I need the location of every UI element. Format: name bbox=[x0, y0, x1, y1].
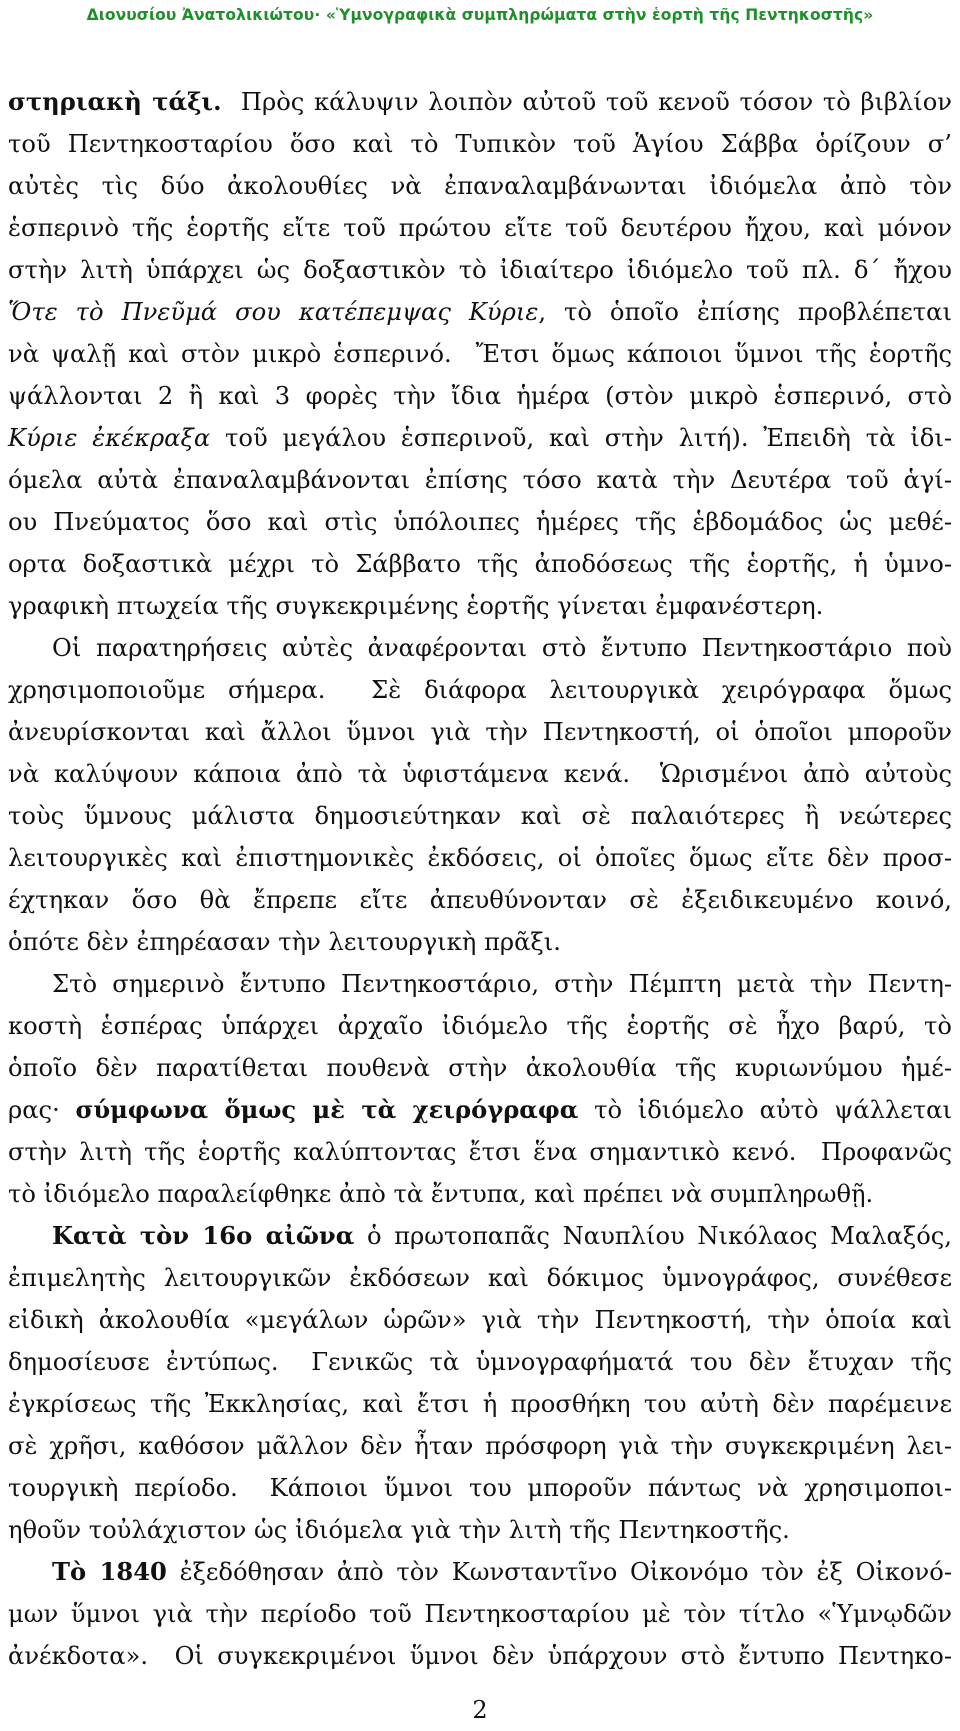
text-line bbox=[8, 376, 952, 416]
text-line bbox=[8, 670, 952, 710]
bold-text: στηριακὴ τάξι. bbox=[8, 87, 222, 116]
text-run: ἑσπερινὸ τῆς ἑορτῆς εἴτε τοῦ πρώτου εἴτε τοῦ δευτέρου ἤχου, καὶ μόνον bbox=[8, 214, 952, 242]
text-run: τοῦ Πεντηκοσταρίου ὅσο καὶ τὸ Τυπικὸν τοῦ Ἁγίου Σάββα ὁρίζουν σ’ bbox=[8, 130, 952, 158]
text-line bbox=[8, 124, 952, 164]
text-run: ὁ πρωτοπαπᾶς Ναυπλίου Νικόλαος Μαλαξός, bbox=[354, 1222, 952, 1250]
text-line bbox=[8, 880, 952, 920]
text-run: έχτηκαν ὅσο θὰ ἔπρεπε εἴτε ἀπευθύνονταν σὲ ἐξειδικευμένο κοινό, bbox=[8, 886, 952, 914]
page-number: 2 bbox=[472, 1696, 488, 1724]
text-run: ἀνέκδοτα». Οἱ συγκεκριμένοι ὕμνοι δὲν ὑπάρχουν στὸ ἔντυπο Πεντηκο- bbox=[8, 1642, 952, 1670]
text-line bbox=[8, 712, 952, 752]
text-line bbox=[8, 82, 952, 122]
text-line bbox=[8, 1258, 952, 1298]
text-run: λειτουργικὲς καὶ ἐπιστημονικὲς ἐκδόσεις, οἱ ὁποῖες ὅμως εἴτε δὲν προσ- bbox=[8, 844, 952, 872]
text-run: τὸ ἰδιόμελο παραλείφθηκε ἀπὸ τὰ ἔντυπα, καὶ πρέπει νὰ συμπληρωθῇ. bbox=[8, 1180, 874, 1208]
text-run: τοὺς ὕμνους μάλιστα δημοσιεύτηκαν καὶ σὲ παλαιότερες ἢ νεώτερες bbox=[8, 802, 952, 830]
text-run: αὐτὲς τὶς δύο ἀκολουθίες νὰ ἐπαναλαμβάνωνται ἰδιόμελα ἀπὸ τὸν bbox=[8, 172, 952, 200]
text-line bbox=[8, 166, 952, 206]
text-line bbox=[8, 1384, 952, 1424]
text-line bbox=[8, 1636, 952, 1676]
text-run: όμελα αὐτὰ ἐπαναλαμβάνονται ἐπίσης τόσο κατὰ τὴν Δευτέρα τοῦ ἁγί- bbox=[8, 466, 952, 494]
text-run: νὰ καλύψουν κάποια ἀπὸ τὰ ὑφιστάμενα κενά. Ὡρισμένοι ἀπὸ αὐτοὺς bbox=[8, 760, 952, 788]
text-run: ὁπότε δὲν ἐπηρέασαν τὴν λειτουργικὴ πρᾶξι. bbox=[8, 928, 561, 956]
text-run: κοστὴ ἑσπέρας ὑπάρχει ἀρχαῖο ἰδιόμελο τῆς ἑορτῆς σὲ ἦχο βαρύ, τὸ bbox=[8, 1012, 952, 1040]
text-run: τὸ ἰδιόμελο αὐτὸ ψάλλεται bbox=[578, 1096, 952, 1124]
text-line bbox=[8, 922, 952, 962]
text-run: , τὸ ὁποῖο ἐπίσης προβλέπεται bbox=[538, 298, 953, 326]
text-run: ἐξεδόθησαν ἀπὸ τὸν Κωνσταντῖνο Οἰκονόμο τὸν ἐξ Οἰκονό- bbox=[166, 1558, 952, 1586]
text-run: εἰδικὴ ἀκολουθία «μεγάλων ὡρῶν» γιὰ τὴν Πεντηκοστή, τὴν ὁποία καὶ bbox=[8, 1306, 952, 1334]
text-run: ου Πνεύματος ὅσο καὶ στὶς ὑπόλοιπες ἡμέρες τῆς ἑβδομάδος ὡς μεθέ- bbox=[8, 508, 952, 536]
text-line bbox=[8, 796, 952, 836]
text-line bbox=[8, 754, 952, 794]
bold-text: Τὸ 1840 bbox=[52, 1557, 167, 1586]
text-line bbox=[8, 418, 952, 458]
text-run: ηθοῦν τοὐλάχιστον ὡς ἰδιόμελα γιὰ τὴν λιτὴ τῆς Πεντηκοστῆς. bbox=[8, 1516, 790, 1544]
text-run: ρας· bbox=[8, 1096, 76, 1124]
text-line bbox=[8, 1300, 952, 1340]
text-line bbox=[8, 1006, 952, 1046]
text-run: στὴν λιτὴ ὑπάρχει ὡς δοξαστικὸν τὸ ἰδιαίτερο ἰδιόμελο τοῦ πλ. δ΄ ἤχου bbox=[8, 256, 952, 284]
text-line bbox=[8, 250, 952, 290]
text-run: ἀνευρίσκονται καὶ ἄλλοι ὕμνοι γιὰ τὴν Πεντηκοστή, οἱ ὁποῖοι μποροῦν bbox=[8, 718, 952, 746]
text-run: μων ὕμνοι γιὰ τὴν περίοδο τοῦ Πεντηκοσταρίου μὲ τὸν τίτλο «Ὑμνῳδῶν bbox=[8, 1600, 952, 1628]
text-line bbox=[52, 1552, 952, 1592]
running-header: Διονυσίου Ἀνατολικιώτου· «Ὑμνογραφικὰ συμπληρώματα στὴν ἑορτὴ τῆς Πεντηκοστῆς» bbox=[86, 6, 874, 24]
text-line bbox=[52, 628, 952, 668]
text-run: γραφικὴ πτωχεία τῆς συγκεκριμένης ἑορτῆς γίνεται ἐμφανέστερη. bbox=[8, 592, 824, 620]
text-line bbox=[8, 1468, 952, 1508]
text-line bbox=[8, 1426, 952, 1466]
text-line bbox=[8, 502, 952, 542]
text-run: στὴν λιτὴ τῆς ἑορτῆς καλύπτοντας ἔτσι ἕνα σημαντικὸ κενό. Προφανῶς bbox=[8, 1138, 952, 1166]
italic-text: Ὅτε τὸ Πνεῦμά σου κατέπεμψας Κύριε bbox=[8, 298, 539, 326]
bold-text: Κατὰ τὸν 16ο αἰῶνα bbox=[52, 1221, 355, 1250]
text-line bbox=[8, 1090, 952, 1130]
text-run: σὲ χρῆσι, καθόσον μᾶλλον δὲν ἦταν πρόσφορη γιὰ τὴν συγκεκριμένη λει- bbox=[8, 1432, 952, 1460]
text-line bbox=[8, 1174, 952, 1214]
text-line bbox=[8, 1342, 952, 1382]
text-line bbox=[8, 292, 952, 332]
text-run: Οἱ παρατηρήσεις αὐτὲς ἀναφέρονται στὸ ἔντυπο Πεντηκοστάριο ποὺ bbox=[52, 634, 952, 662]
text-run: Πρὸς κάλυψιν λοιπὸν αὐτοῦ τοῦ κενοῦ τόσον τὸ βιβλίον bbox=[221, 88, 952, 116]
text-run: ἐγκρίσεως τῆς Ἐκκλησίας, καὶ ἔτσι ἡ προσθήκη του αὐτὴ δὲν παρέμεινε bbox=[8, 1390, 952, 1418]
text-line bbox=[8, 208, 952, 248]
text-line bbox=[52, 964, 952, 1004]
text-run: τουργικὴ περίοδο. Κάποιοι ὕμνοι του μποροῦν πάντως νὰ χρησιμοποι- bbox=[8, 1474, 952, 1502]
text-line bbox=[52, 1216, 952, 1256]
text-line bbox=[8, 586, 952, 626]
text-line bbox=[8, 1594, 952, 1634]
text-line bbox=[8, 1048, 952, 1088]
bold-text: σύμφωνα ὅμως μὲ τὰ χειρόγραφα bbox=[75, 1095, 579, 1124]
text-run: νὰ ψαλῇ καὶ στὸν μικρὸ ἑσπερινό. Ἔτσι ὅμως κάποιοι ὕμνοι τῆς ἑορτῆς bbox=[8, 340, 952, 368]
text-run: Στὸ σημερινὸ ἔντυπο Πεντηκοστάριο, στὴν Πέμπτη μετὰ τὴν Πεντη- bbox=[52, 970, 952, 998]
text-run: ἐπιμελητὴς λειτουργικῶν ἐκδόσεων καὶ δόκιμος ὑμνογράφος, συνέθεσε bbox=[8, 1264, 952, 1292]
text-line bbox=[8, 838, 952, 878]
text-run: χρησιμοποιοῦμε σήμερα. Σὲ διάφορα λειτουργικὰ χειρόγραφα ὅμως bbox=[8, 676, 952, 704]
italic-text: Κύριε ἐκέκραξα bbox=[8, 424, 211, 452]
text-line bbox=[8, 1510, 952, 1550]
text-run: δημοσίευσε ἐντύπως. Γενικῶς τὰ ὑμνογραφήματά του δὲν ἔτυχαν τῆς bbox=[8, 1348, 952, 1376]
text-line bbox=[8, 334, 952, 374]
text-line bbox=[8, 1132, 952, 1172]
text-run: ψάλλονται 2 ἢ καὶ 3 φορὲς τὴν ἴδια ἡμέρα (στὸν μικρὸ ἑσπερινό, στὸ bbox=[8, 382, 952, 410]
text-run: ὁποῖο δὲν παρατίθεται πουθενὰ στὴν ἀκολουθία τῆς κυριωνύμου ἡμέ- bbox=[8, 1054, 952, 1082]
text-run: τοῦ μεγάλου ἑσπερινοῦ, καὶ στὴν λιτή). Ἐπειδὴ τὰ ἰδι- bbox=[210, 424, 952, 452]
text-run: ορτα δοξαστικὰ μέχρι τὸ Σάββατο τῆς ἀποδόσεως τῆς ἑορτῆς, ἡ ὑμνο- bbox=[8, 550, 952, 578]
text-line bbox=[8, 460, 952, 500]
text-line bbox=[8, 544, 952, 584]
